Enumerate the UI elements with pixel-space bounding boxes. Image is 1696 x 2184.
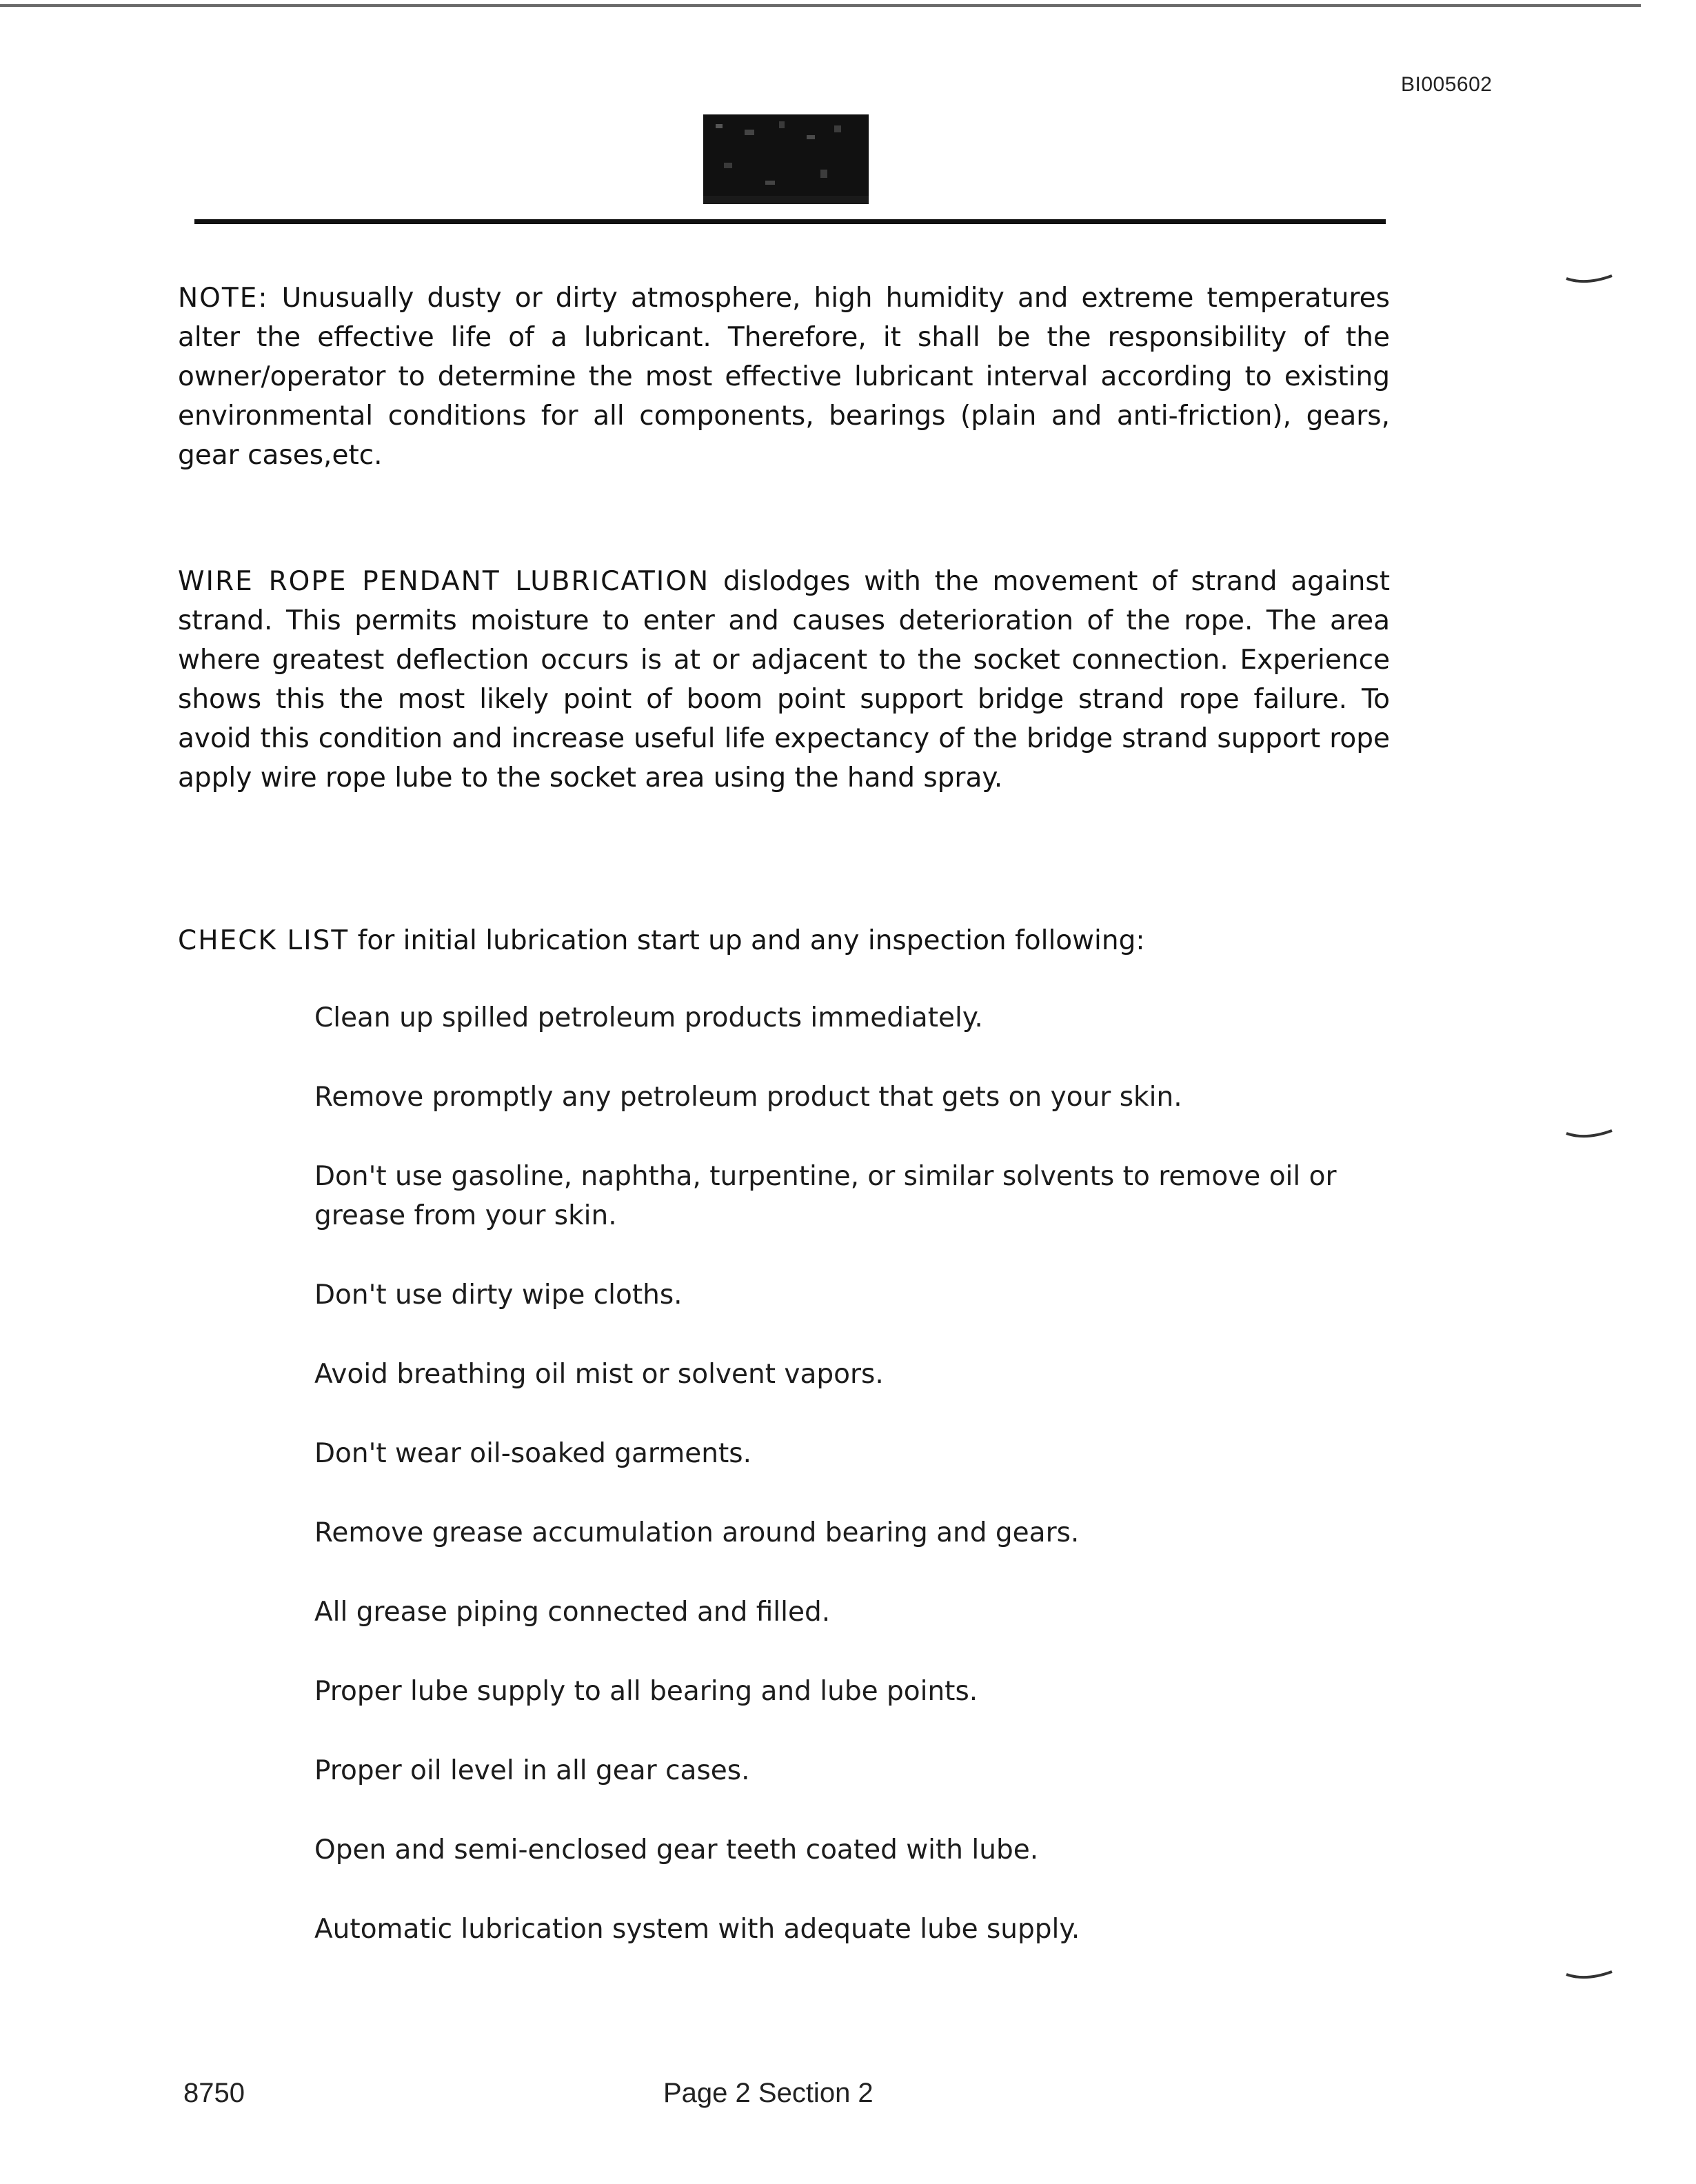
checklist-intro — [178, 921, 1390, 960]
list-item: Clean up spilled petroleum products immediately. — [314, 1002, 983, 1033]
binder-hole-mark — [1565, 1129, 1613, 1143]
list-item: Remove promptly any petroleum product that gets on your skin. — [314, 1082, 1182, 1113]
top-scan-rule — [0, 4, 1641, 7]
binder-hole-mark — [1565, 274, 1613, 288]
note-paragraph — [178, 279, 1390, 475]
header-rule — [194, 219, 1386, 224]
list-item: Open and semi-enclosed gear teeth coated with lube. — [314, 1834, 1039, 1866]
list-item: Don't use gasoline, naphtha, turpentine, or similar solvents to remove oil or grease from your skin. — [314, 1161, 1337, 1231]
footer-page-number: Page 2 Section 2 — [663, 2078, 874, 2108]
company-logo — [703, 114, 869, 204]
binder-hole-mark — [1565, 1970, 1613, 1984]
list-item: Don't wear oil-soaked garments. — [314, 1438, 751, 1469]
checklist — [314, 998, 1391, 1989]
list-item: Remove grease accumulation around bearing and gears. — [314, 1517, 1080, 1548]
list-item: Automatic lubrication system with adequate lube supply. — [314, 1914, 1080, 1945]
list-item: Proper lube supply to all bearing and lube points. — [314, 1676, 978, 1707]
note-text: Unusually dusty or dirty atmosphere, high humidity and extreme temperatures alter the effective life of a lubricant. Therefore, it shall be the responsibility of the owner/operator to determine the most effective lubricant interval according to existing environmental conditions for all components, bearings (plain and anti-friction), gears, gear cases,etc. — [178, 283, 1390, 471]
wire-rope-lead: WIRE ROPE PENDANT LUBRICATION — [178, 566, 710, 597]
document-id: BI005602 — [1401, 73, 1493, 96]
footer-model-number: 8750 — [183, 2078, 245, 2108]
checklist-intro-text: for initial lubrication start up and any inspection following: — [349, 925, 1145, 956]
note-lead: NOTE: — [178, 283, 269, 314]
wire-rope-text: dislodges with the movement of strand against strand. This permits moisture to enter and causes deterioration of the rope. The area where greatest deflection occurs is at or adjacent to the socket connection. Experience shows this the most likely point of boom point support bridge strand rope failure. To avoid this condition and increase useful life expectancy of the bridge strand support rope apply wire rope lube to the socket area using the hand spray. — [178, 566, 1390, 793]
list-item: Proper oil level in all gear cases. — [314, 1755, 750, 1786]
checklist-lead: CHECK LIST — [178, 925, 350, 956]
list-item: Avoid breathing oil mist or solvent vapors. — [314, 1359, 884, 1390]
wire-rope-paragraph — [178, 562, 1390, 798]
list-item: Don't use dirty wipe cloths. — [314, 1280, 683, 1311]
list-item: All grease piping connected and filled. — [314, 1597, 831, 1628]
